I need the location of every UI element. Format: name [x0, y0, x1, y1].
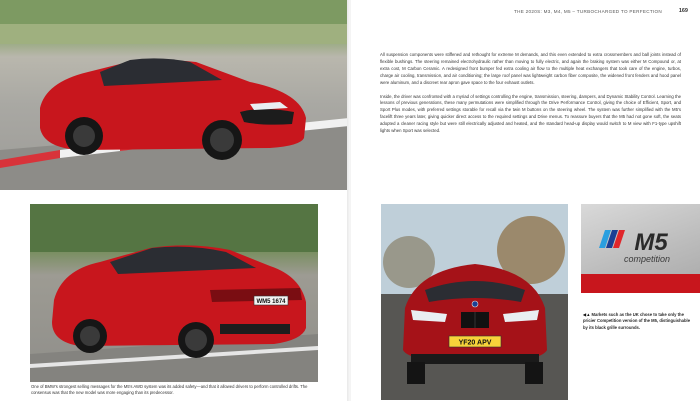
caption-uk-competition	[583, 312, 693, 331]
badge-competition-text: competition	[623, 254, 671, 264]
front-plate-text: YF20 APV	[458, 339, 492, 347]
left-page	[0, 0, 349, 401]
body-paragraph: Inside, the driver was confronted with a myriad of settings controlling the engine, transmission, steering, dampers, and Dynamic Stability Control. Learning the lessons of previous generations, these many permutations were simplified through the Drive Performance Control, giving the choice of Efficient, Sport, and Sport Plus modes, with preferred settings storable for recall via the twin M buttons on the steering wheel. The system was further simplified with the M5's facelift three years later, giving quicker direct access to the required settings and Drive menus. To reassure buyers that the M5 had not gone soft, the seats adopted a cleaner racing style but were still electrically adjusted and heated, and the standard head-up display would switch to M view with F1-type upshift lights when Sport was selected.	[380, 93, 681, 134]
caption-text: Markets such as the UK chose to take only the pricier Competition version of the M5, distinguishable by its black grille surrounds.	[583, 312, 691, 330]
caption-awd-drift: One of BMW's strongest selling messages for the M5's AWD system was its added safety—and that it allowed drivers to perform controlled drifts. The consensus was that the new model was more engaging than its predecessor.	[31, 384, 308, 396]
m5-front-illustration	[381, 204, 568, 400]
page-number: 169	[678, 8, 688, 14]
m5-track-illustration	[0, 0, 349, 190]
bmw-roundel-icon	[472, 301, 478, 307]
body-paragraph: All suspension components were stiffened and rethought for extreme M demands, and this even extended to extra crossmembers and ball joints instead of flexible bushings. The steering remained electrohydraulic rather than moving to fully electric, and again the braking system was either M Compound or, at extra cost, M Carbon Ceramic. A redesigned front bumper fed extra cooling air flow to the multiple heat exchangers that took care of the engine, turbos, charge air cooling, transmission, and air conditioning; the large roof panel was lightweight carbon fiber composite, the widened front fenders and hood panel were aluminum, and a discreet rear apron gave space to the four exhaust outlets.	[380, 52, 681, 85]
caption-arrow-icon: ◀▲	[583, 312, 591, 317]
photo-m5-front-view	[381, 204, 568, 400]
running-header: THE 2020S: M3, M4, M5 – TURBOCHARGED TO PERFECTION	[514, 9, 662, 14]
badge-m5-text: M5	[634, 229, 668, 256]
badge-illustration	[581, 204, 700, 293]
m-stripes-icon	[599, 230, 625, 248]
rear-plate-text: WM5 1674	[256, 299, 286, 305]
photo-m5-competition-badge	[581, 204, 700, 293]
body-text	[380, 52, 681, 142]
photo-m5-track-cornering	[0, 0, 349, 190]
m5-rear-illustration	[30, 204, 318, 382]
photo-m5-rear-view	[30, 204, 318, 382]
